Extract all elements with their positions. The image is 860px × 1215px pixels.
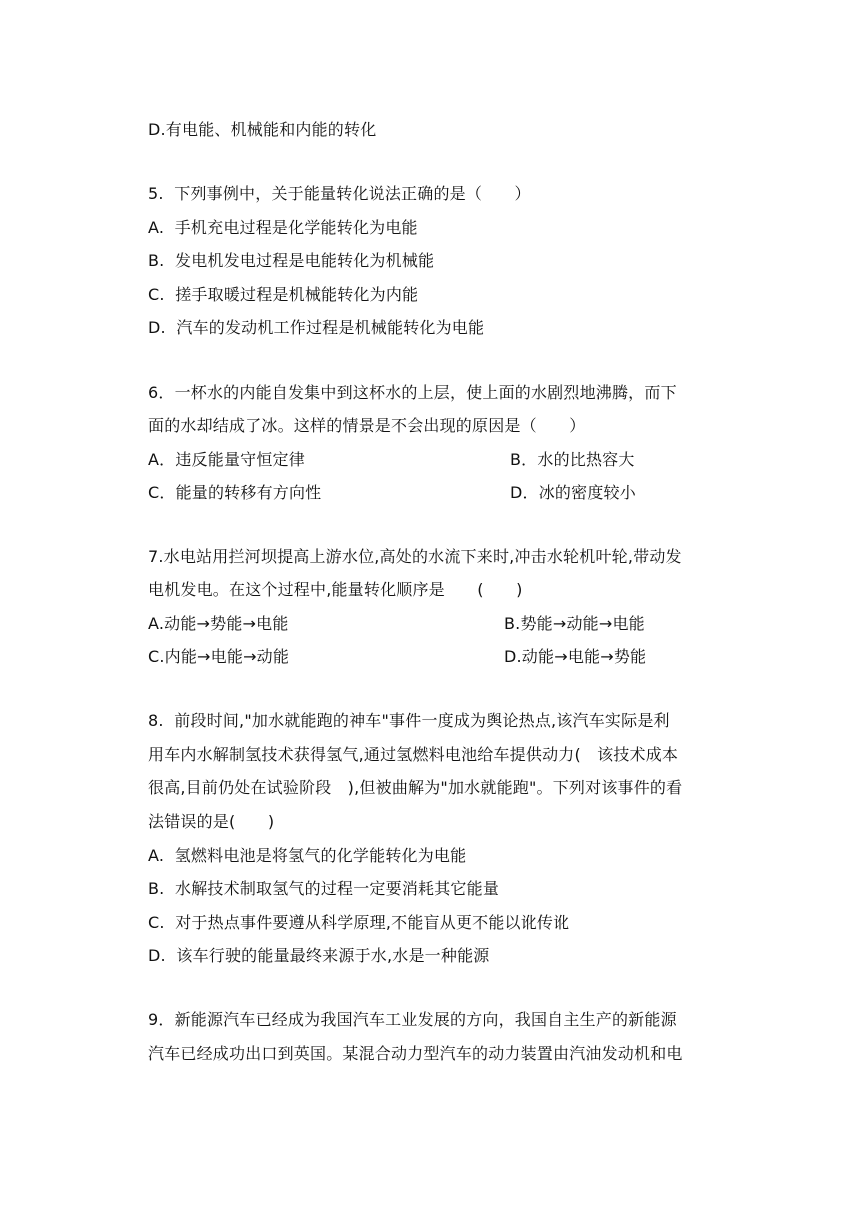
question-8-option-a: A. 氢燃料电池是将氢气的化学能转化为电能	[148, 846, 467, 865]
question-6-stem-line-2: 面的水却结成了冰。这样的情景是不会出现的原因是（ ）	[148, 416, 586, 435]
question-7-stem-line-1: 7.水电站用拦河坝提高上游水位,高处的水流下来时,冲击水轮机叶轮,带动发	[148, 547, 682, 566]
question-7-option-a: A.动能→势能→电能	[148, 614, 289, 633]
question-5-option-d: D. 汽车的发动机工作过程是机械能转化为电能	[148, 318, 485, 337]
question-7-stem-line-2: 电机发电。在这个过程中,能量转化顺序是 ( )	[148, 580, 523, 599]
question-9-stem-line-2: 汽车已经成功出口到英国。某混合动力型汽车的动力装置由汽油发动机和电	[148, 1044, 683, 1063]
question-8-option-d: D. 该车行驶的能量最终来源于水,水是一种能源	[148, 946, 490, 965]
question-6-option-d: D．冰的密度较小	[510, 483, 636, 502]
question-7-option-b: B.势能→动能→电能	[504, 614, 645, 633]
question-8-stem-line-1: 8. 前段时间,"加水就能跑的神车"事件一度成为舆论热点,该汽车实际是利	[148, 711, 670, 730]
question-8-stem-line-2: 用车内水解制氢技术获得氢气,通过氢燃料电池给车提供动力( 该技术成本	[148, 745, 679, 764]
question-6-option-b: B．水的比热容大	[510, 450, 635, 469]
question-8-stem-line-4: 法错误的是( )	[148, 812, 275, 831]
previous-question-option-d: D.有电能、机械能和内能的转化	[148, 120, 377, 139]
question-6-option-c: C．能量的转移有方向性	[148, 483, 322, 502]
question-5-option-b: B. 发电机发电过程是电能转化为机械能	[148, 251, 435, 270]
question-9-stem-line-1: 9．新能源汽车已经成为我国汽车工业发展的方向，我国自主生产的新能源	[148, 1010, 677, 1029]
question-8-option-c: C. 对于热点事件要遵从科学原理,不能盲从更不能以讹传讹	[148, 913, 570, 932]
question-6-stem-line-1: 6．一杯水的内能自发集中到这杯水的上层，使上面的水剧烈地沸腾，而下	[148, 383, 677, 402]
question-8-stem-line-3: 很高,目前仍处在试验阶段 ),但被曲解为"加水就能跑"。下列对该事件的看	[148, 778, 683, 797]
question-5-option-a: A. 手机充电过程是化学能转化为电能	[148, 218, 418, 237]
question-7-option-d: D.动能→电能→势能	[504, 647, 647, 666]
question-5-stem: 5. 下列事例中，关于能量转化说法正确的是（ ）	[148, 184, 531, 203]
question-5-option-c: C. 搓手取暖过程是机械能转化为内能	[148, 285, 419, 304]
question-8-option-b: B. 水解技术制取氢气的过程一定要消耗其它能量	[148, 879, 500, 898]
question-6-option-a: A．违反能量守恒定律	[148, 450, 305, 469]
question-7-option-c: C.内能→电能→动能	[148, 647, 290, 666]
